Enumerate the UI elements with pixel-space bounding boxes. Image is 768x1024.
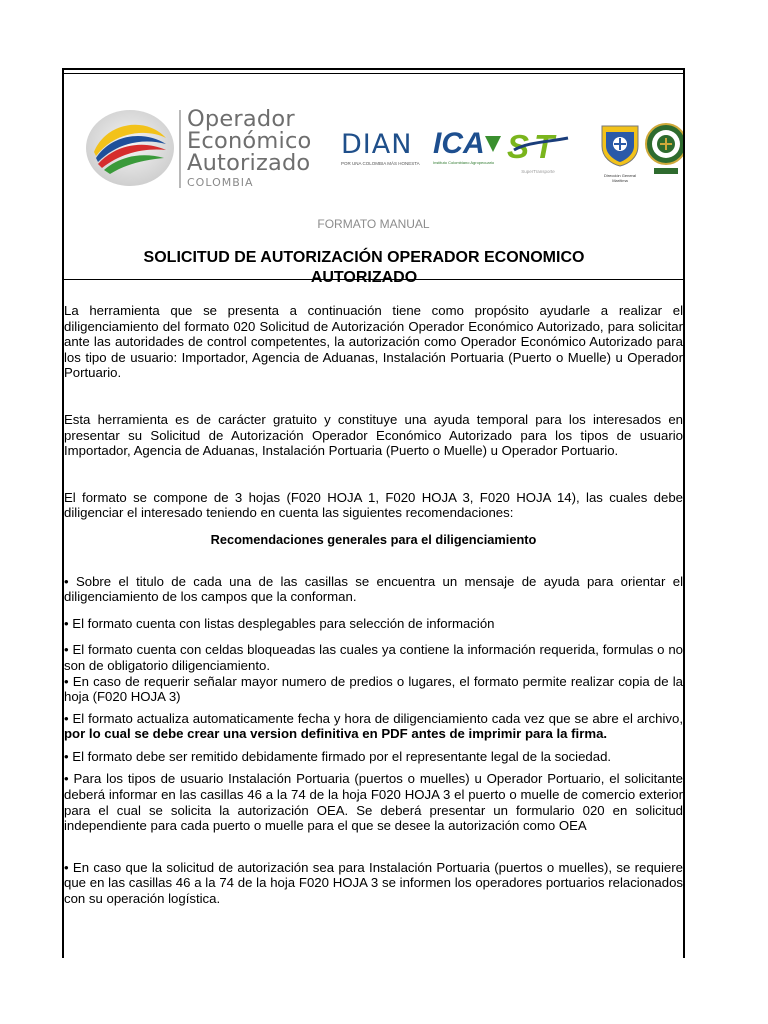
svg-text:S: S: [507, 128, 530, 164]
document-frame: [62, 68, 685, 958]
dian-logo: [341, 130, 427, 172]
document-body: [64, 303, 683, 907]
hojas-paragraph: El formato se compone de 3 hojas (F020 HOJA 1, F020 HOJA 3, F020 HOJA 14), las cuales debe diligenciar el interesado teniendo en cuenta las siguientes recomendaciones:: [64, 489, 683, 521]
gratuito-paragraph: Esta herramienta es de carácter gratuito y constituye una ayuda temporal para los interesados en presentar su Solicitud de Autorización Operador Económico Autorizado para los tipos de usuario Importador, Agencia de Aduanas, Instalación Portuaria (Puerto o Muelle) u Operador Portuario.: [64, 411, 683, 459]
recommendation-item-5: [64, 711, 683, 742]
ica-logo: [433, 128, 501, 174]
supertransporte-tagline: SuperTransporte: [521, 169, 555, 174]
dimar-seal: [598, 122, 642, 183]
oea-wordmark: [187, 108, 311, 189]
dimar-tagline: Dirección General Marítima: [603, 173, 636, 183]
formato-label: FORMATO MANUAL: [317, 217, 430, 231]
recommendation-item-5-emphasis: por lo cual se debe crear una version definitiva en PDF antes de imprimir para la firma.: [64, 726, 608, 742]
dian-label: DIAN: [341, 129, 413, 160]
recommendation-item-2: • El formato cuenta con listas desplegables para selección de información: [64, 615, 495, 631]
recommendation-item-7: • Para los tipos de usuario Instalación Portuaria (puertos o muelles) u Operador Portuario, el solicitante deberá informar en las casillas 46 a la 74 de la hoja F020 HOJA 3 el puerto o muelle de comercio exterior para el cual se solicita la autorización OEA. Se deberá presentar un formulario 020 en solicitud independiente para cada puerto o muelle para el que se desee la autorización como OEA: [64, 771, 683, 834]
police-seal-icon: [644, 120, 685, 180]
ica-leaf-icon: [485, 134, 501, 154]
oea-line-2: Económico: [187, 128, 312, 154]
oea-line-1: Operador: [187, 106, 295, 132]
oea-divider: [179, 110, 181, 188]
recommendation-item-4: • En caso de requerir señalar mayor numero de predios o lugares, el formato permite realizar copia de la hoja (F020 HOJA 3): [64, 673, 683, 705]
oea-country: COLOMBIA: [187, 176, 254, 189]
supertransporte-icon: [504, 128, 572, 164]
recommendation-item-3: • El formato cuenta con celdas bloqueadas las cuales ya contiene la información requerida, formulas o no son de obligatorio diligenciamiento.: [64, 642, 683, 673]
recommendation-item-6: • El formato debe ser remitido debidamente firmado por el representante legal de la sociedad.: [64, 748, 612, 764]
oea-line-3: Autorizado: [187, 150, 311, 176]
svg-text:T: T: [534, 128, 555, 164]
header-divider: [64, 279, 683, 280]
recommendation-item-1: • Sobre el titulo de cada una de las casillas se encuentra un mensaje de ayuda para orientar el diligenciamiento de los campos que la conforman.: [64, 573, 683, 605]
ica-label: ICA: [433, 127, 485, 160]
recommendations-heading: Recomendaciones generales para el diligenciamiento: [210, 531, 537, 547]
intro-paragraph: La herramienta que se presenta a continuación tiene como propósito ayudarle a realizar el diligenciamiento del formato 020 Solicitud de Autorización Operador Económico Autorizado, para solicitar ante las autoridades de control competentes, la autorización como Operador Económico Autorizado para los tipo de usuario: Importador, Agencia de Aduanas, Instalación Portuaria (Puerto o Muelle) u Operador Portuario.: [64, 303, 683, 381]
recommendation-item-5-text: • El formato actualiza automaticamente fecha y hora de diligenciamiento cada vez que se abre el archivo,: [64, 710, 683, 726]
dimar-shield-icon: [598, 122, 642, 168]
dian-tagline: POR UNA COLOMBIA MÁS HONESTA: [341, 161, 420, 166]
ica-tagline: Instituto Colombiano Agropecuario: [433, 160, 495, 165]
supertransporte-logo: [504, 128, 572, 174]
oea-logo-icon: [84, 108, 176, 188]
page-title: SOLICITUD DE AUTORIZACIÓN OPERADOR ECONOMICO AUTORIZADO: [143, 249, 585, 286]
document-header: [64, 70, 683, 286]
recommendation-item-8: • En caso que la solicitud de autorización sea para Instalación Portuaria (puertos o muelles), se requiere que en las casillas 46 a la 74 de la hoja F020 HOJA 3 se informen los operadores portuarios relacionados con su operación logística.: [64, 859, 683, 907]
